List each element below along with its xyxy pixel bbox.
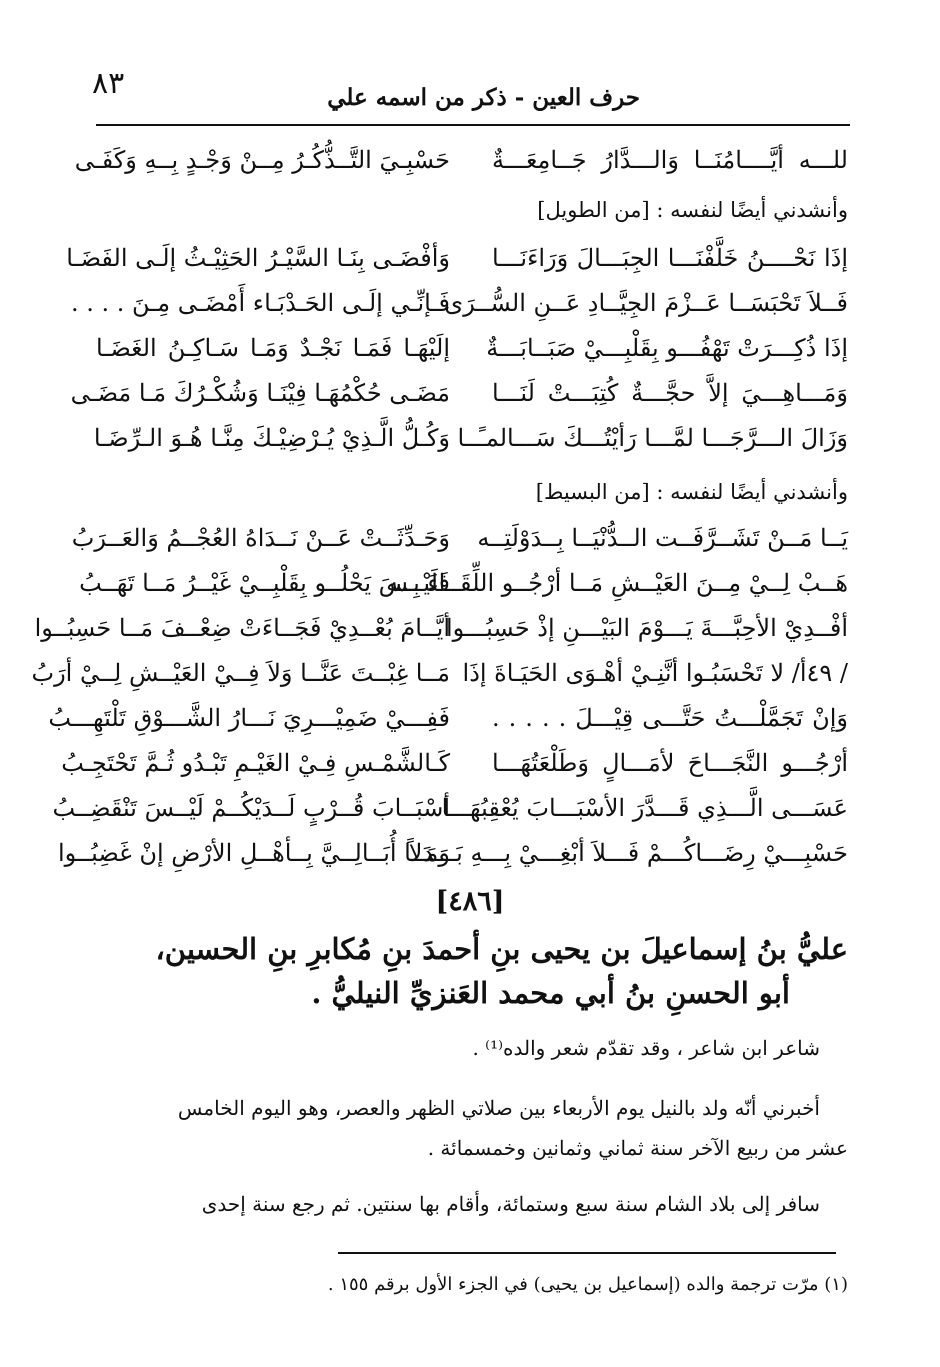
verse-left-orphan: حَسْبِـيَ التَّــذُّكُـرُ مِــنْ وَجْـدٍ بِــهِ وَكَفَـى (74, 146, 450, 174)
verse-right-orphan: للـــه أيَّــــامُنَــا وَالـــدَّارُ جَــامِعَـــةٌ (492, 146, 848, 174)
paragraph-line: أخبرني أنّه ولد بالنيل يوم الأربعاء بين صلاتي الظهر والعصر، وهو اليوم الخامس (177, 1096, 820, 1120)
verse-left: فَـإنِّـي إلَـى الحَـدْبَـاء أَمْضَـى مِـنَ . . . . (70, 289, 450, 317)
header-rule (96, 124, 850, 126)
verse-left: وَحَـدِّثَــتْ عَــنْ نَــدَاهُ العُجْــمُ وَالعَــرَبُ (71, 524, 450, 552)
verse-left: مَــا غِبْــتَ عَنَّــا وَلاَ فِــيْ العَيْــشِ لِــيْ أرَبُ (31, 659, 450, 687)
verse-left: إلَيْهَـا فَمَـا نَجْـدٌ وَمَـا سَـاكِـنُ الغَضَـا (96, 334, 450, 362)
verse-right: إذَا ذُكِـــرَتْ تَهْفُـــو بِقَلْبِـــيْ صَبَــابَـــةٌ (486, 334, 848, 362)
verse-left: فَلَيْــسَ يَحْلُــو بِقَلْبِــيْ غَيْــرُ مَــا تَهَــبُ (79, 569, 450, 597)
verse-left: وَمَــا أُبَــالِــيَّ بِــأهْــلِ الأرْضِ إنْ غَضِبُــوا (57, 839, 450, 867)
verse-left: كَـالشَّمْـسِ فِـيْ الغَيْـمِ تَبْـدُو ثُـمَّ تَحْتَجِـبُ (61, 749, 450, 777)
footnote: (١) مرّت ترجمة والده (إسماعيل بن يحيى) في الجزء الأول برقم ١٥٥ . (327, 1274, 848, 1295)
verse-right: حَسْبِـــيْ رِضَـــاكُـــمْ فَـــلاَ أبْغِـــيْ بِـــهِ بَـــدَلاً (408, 839, 848, 867)
verse-right: وَمَـــاهِـــيَ إلاَّ حجَّـــةٌ كُتِبَـــتْ لَنَـــا (492, 379, 848, 407)
verse-right: أرْجُـــو النَّجَـــاحَ لأمَـــالٍ وَطَلْعَتُهَـــا (492, 749, 848, 777)
verse-left: مَضَـى حُكْمُهَـا فِيْنَـا وَشُكْـرُكَ مَـا مَضَـى (70, 379, 450, 407)
footnote-rule (338, 1252, 836, 1254)
paragraph-line: عشر من ربيع الآخر سنة ثماني وثمانين وخمسمائة . (427, 1136, 848, 1160)
verse-left: فَفِـــيْ ضَمِيْـــرِيَ نَـــارُ الشَّـــوْقِ تَلْتَهِـــبُ (48, 704, 450, 732)
verse-right: وَإنْ تَجَمَّلْـــتُ حَتَّـــى قِيْـــلَ . . . . . (492, 704, 848, 732)
verse-right: أفْــدِيْ الأحِبَّـــةَ يَـــوْمَ البَيْـــنِ إذْ حَسِبُـــوا (446, 614, 848, 642)
poem-intro-tawil: وأنشدني أيضًا لنفسه : [من الطويل] (537, 198, 848, 222)
page-number: ٨٣ (92, 66, 125, 101)
poem-intro-basit: وأنشدني أيضًا لنفسه : [من البسيط] (535, 480, 848, 504)
entry-name-line-1: عليُّ بنُ إسماعيلَ بن يحيى بنِ أحمدَ بنِ مُكابرِ بنِ الحسين، (155, 932, 848, 966)
verse-left: أسْبَــابَ قُــرْبٍ لَــدَيْكُــمْ لَيْــسَ تَنْقَضِــبُ (52, 794, 450, 822)
verse-right: فَــلاَ تَحْبَسَــا عَــزْمَ الجِيَّــادِ عَــنِ السُّــرَى (444, 289, 848, 317)
verse-left: وَأفْضَـى بِنَـا السَّيْـرُ الحَثِيْـثُ إلَـى الفَضَـا (66, 244, 450, 272)
verse-left: أيَّــامَ بُعْــدِيْ فَجَــاءَتْ ضِعْــفَ مَــا حَسِبُــوا (34, 614, 450, 642)
paragraph-line: سافر إلى بلاد الشام سنة سبع وستمائة، وأقام بها سنتين. ثم رجع سنة إحدى (201, 1192, 820, 1216)
entry-number: [٤٨٦] (435, 886, 505, 917)
entry-note: شاعر ابن شاعر ، وقد تقدّم شعر والده⁽¹⁾ . (472, 1036, 820, 1060)
verse-right: عَسَـــى الَّـــذِي قَـــدَّرَ الأسْبَـــابَ يُعْقِبُهَـــا (441, 794, 848, 822)
verse-right: / ٤٩أ/ لا تَحْسَبُـوا أنَّنِـيْ أهْـوَى الحَيَـاةَ إذَا (462, 659, 848, 687)
verse-right: هَــبْ لِــيْ مِــنَ العَيْــشِ مَــا أرْجُــو اللِّقَــاءَ بِــه (386, 569, 848, 597)
entry-name-line-2: أبو الحسنِ بنُ أبي محمد العَنزيِّ النيليُّ . (311, 976, 790, 1010)
verse-left: وَكُـلُّ الَّـذِيْ يُـرْضِيْـكَ مِنَّـا هُـوَ الـرِّضَـا (93, 424, 450, 452)
verse-right: يَــا مَــنْ تَشَــرَّفَــت الــدُّنْيَــا بِــدَوْلَتِــه (477, 524, 848, 552)
verse-right: وَزَالَ الـــرَّجَـــا لمَّـــا رَأيْتُـــكَ سَـــالمـًــا (457, 424, 848, 452)
running-title: حرف العين - ذكر من اسمه علي (327, 84, 640, 111)
verse-right: إذَا نَحْــــنُ خَلَّفْنَـــا الجِبَـــالَ وَرَاءَنَـــا (492, 244, 848, 272)
